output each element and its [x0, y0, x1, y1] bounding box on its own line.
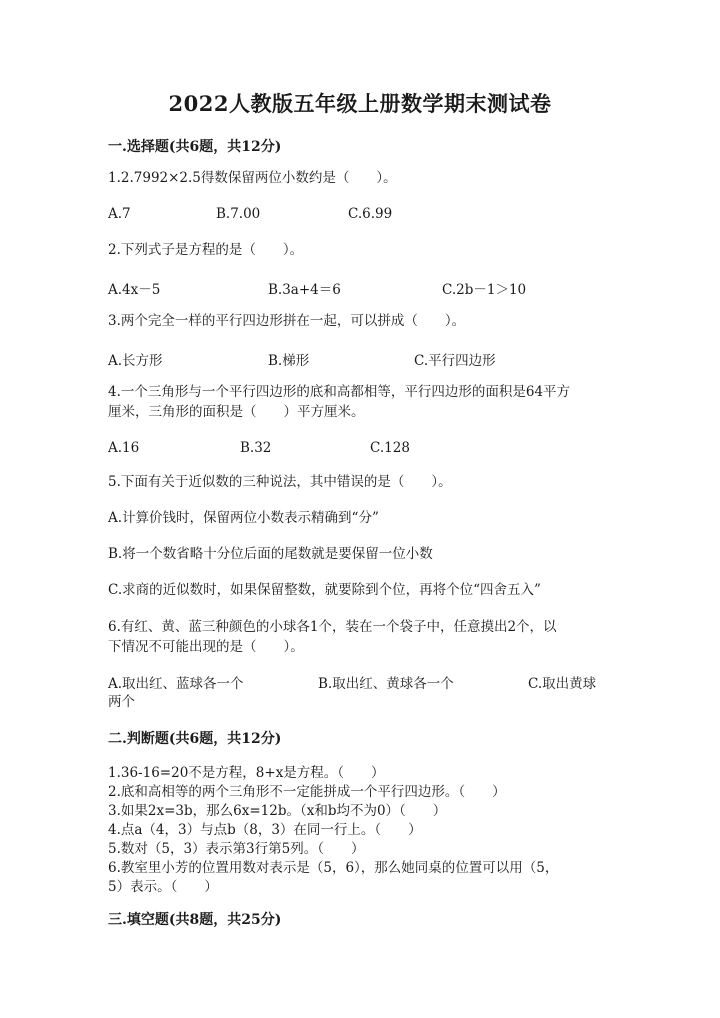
- question-3-stem: 3.两个完全一样的平行四边形拼在一起，可以拼成（ ）。: [108, 313, 466, 329]
- section-heading-judge: 二.判断题(共6题，共12分): [108, 731, 282, 747]
- question-5-stem: 5.下面有关于近似数的三种说法，其中错误的是（ ）。: [108, 474, 452, 490]
- question-6-option-a: A.取出红、蓝球各一个: [108, 676, 244, 692]
- question-3-option-c: C.平行四边形: [414, 353, 496, 369]
- question-2-stem: 2.下列式子是方程的是（ ）。: [108, 242, 304, 258]
- question-6-option-b: B.取出红、黄球各一个: [318, 676, 454, 692]
- question-6-stem-line-1: 6.有红、黄、蓝三种颜色的小球各1个，装在一个袋子中，任意摸出2个，以: [108, 619, 557, 635]
- section-heading-fill: 三.填空题(共8题，共25分): [108, 912, 282, 928]
- judge-item-4: 4.点a（4，3）与点b（8，3）在同一行上。（ ）: [108, 822, 422, 838]
- question-4-stem-line-2: 厘米，三角形的面积是（ ）平方厘米。: [108, 404, 365, 420]
- judge-item-6-line-2: 5）表示。（ ）: [108, 879, 218, 895]
- judge-item-1: 1.36-16=20不是方程，8+x是方程。（ ）: [108, 765, 385, 781]
- question-6-stem-line-2: 下情况不可能出现的是（ ）。: [108, 639, 304, 655]
- section-heading-choice: 一.选择题(共6题，共12分): [108, 139, 282, 155]
- question-2-option-b: B.3a+4＝6: [268, 282, 341, 298]
- question-5-option-a: A.计算价钱时，保留两位小数表示精确到“分”: [108, 510, 379, 526]
- question-1-option-b: B.7.00: [216, 206, 261, 222]
- question-6-option-c-line-1: C.取出黄球: [528, 676, 597, 692]
- question-2-option-a: A.4x－5: [108, 282, 161, 298]
- question-6-option-c-line-2: 两个: [108, 694, 135, 710]
- question-4-option-a: A.16: [108, 440, 140, 456]
- question-4-option-b: B.32: [240, 440, 272, 456]
- question-2-option-c: C.2b－1＞10: [442, 282, 527, 298]
- judge-item-3: 3.如果2x=3b，那么6x=12b。（x和b均不为0）（ ）: [108, 803, 447, 819]
- question-3-option-b: B.梯形: [268, 353, 310, 369]
- judge-item-2: 2.底和高相等的两个三角形不一定能拼成一个平行四边形。（ ）: [108, 784, 506, 800]
- question-1-option-a: A.7: [108, 206, 131, 222]
- page-title: 2022人教版五年级上册数学期末测试卷: [168, 91, 552, 116]
- question-1-option-c: C.6.99: [348, 206, 393, 222]
- question-5-option-b: B.将一个数省略十分位后面的尾数就是要保留一位小数: [108, 546, 433, 562]
- question-1-stem: 1.2.7992×2.5得数保留两位小数约是（ ）。: [108, 170, 397, 186]
- judge-item-6-line-1: 6.教室里小芳的位置用数对表示是（5，6），那么她同桌的位置可以用（5，: [108, 860, 559, 876]
- question-4-stem-line-1: 4.一个三角形与一个平行四边形的底和高都相等，平行四边形的面积是64平方: [108, 384, 571, 400]
- question-5-option-c: C.求商的近似数时，如果保留整数，就要除到个位，再将个位“四舍五入”: [108, 582, 541, 598]
- question-4-option-c: C.128: [370, 440, 410, 456]
- question-3-option-a: A.长方形: [108, 353, 163, 369]
- judge-item-5: 5.数对（5，3）表示第3行第5列。（ ）: [108, 841, 365, 857]
